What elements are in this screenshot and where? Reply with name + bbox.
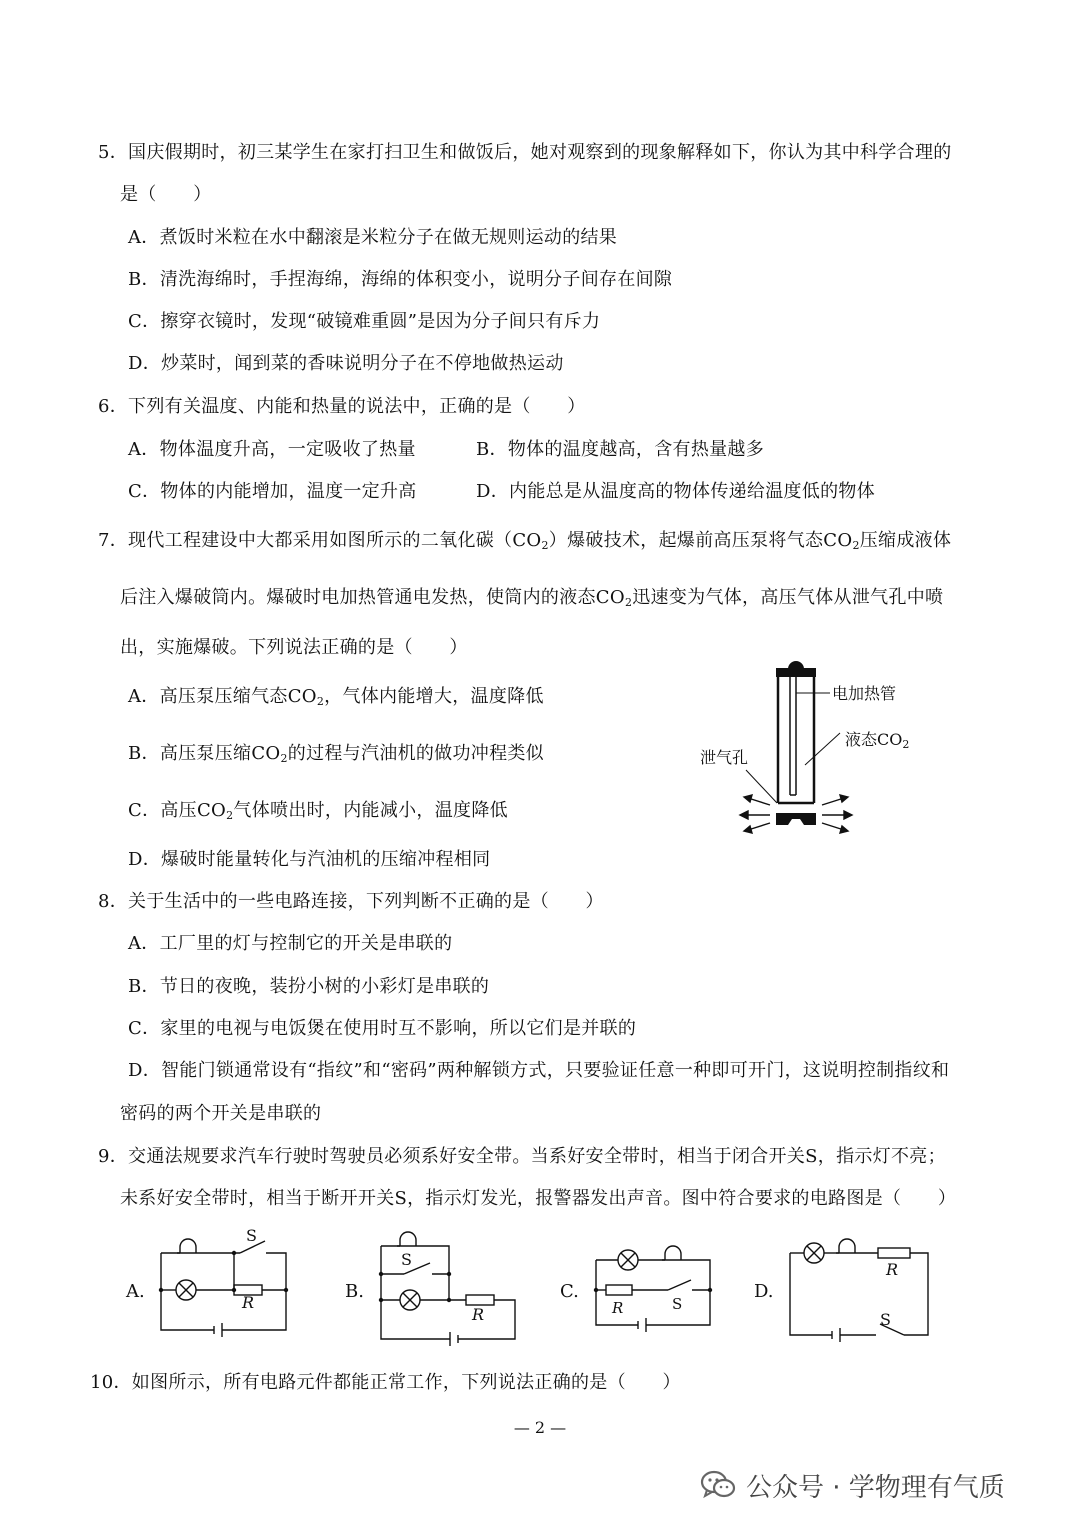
circuit-c-resistor-label: R — [612, 1299, 624, 1317]
subscript: 2 — [541, 539, 549, 552]
q7-option-b — [128, 742, 544, 771]
tube-bottom-plug — [776, 813, 816, 825]
q10-stem: 10．如图所示，所有电路元件都能正常工作，下列说法正确的是（ ） — [90, 1372, 681, 1393]
q6-stem: 6．下列有关温度、内能和热量的说法中，正确的是（ ） — [98, 396, 586, 417]
circuit-c — [588, 1240, 718, 1340]
subscript: 2 — [316, 695, 325, 708]
q7-option-c — [128, 799, 508, 828]
q6-option-c: C．物体的内能增加，温度一定升高 — [128, 481, 417, 502]
q7-b-part2: 的过程与汽油机的做功冲程类似 — [287, 743, 544, 764]
subscript: 2 — [226, 809, 234, 822]
label-heater-tube: 电加热管 — [832, 684, 897, 703]
q8-option-a: A．工厂里的灯与控制它的开关是串联的 — [128, 933, 453, 954]
subscript: 2 — [280, 752, 288, 765]
q9-stem-line1: 9．交通法规要求汽车行驶时驾驶员必须系好安全带。当系好安全带时，相当于闭合开关S，指示灯不亮； — [98, 1146, 946, 1167]
circuit-d-switch-label: S — [880, 1310, 891, 1329]
q7-stem-line2 — [120, 586, 943, 615]
circuit-c-switch-label: S — [672, 1295, 683, 1313]
label-liquid-text: 液态CO — [845, 730, 903, 749]
q8-option-c: C．家里的电视与电饭煲在使用时互不影响，所以它们是并联的 — [128, 1018, 637, 1039]
q5-option-b: B．清洗海绵时，手捏海绵，海绵的体积变小，说明分子间存在间隙 — [128, 269, 673, 290]
q8-option-d-line2: 密码的两个开关是串联的 — [120, 1103, 322, 1124]
q9-stem-line2: 未系好安全带时，相当于断开开关S，指示灯发光，报警器发出声音。图中符合要求的电路图是（ ） — [120, 1188, 957, 1209]
circuit-c-label: C. — [560, 1281, 579, 1302]
q6-option-b: B．物体的温度越高，含有热量越多 — [476, 439, 765, 460]
q7-a-part2: ，气体内能增大，温度降低 — [324, 686, 544, 707]
q7-stem-1a: 7．现代工程建设中大都采用如图所示的二氧化碳（CO — [98, 530, 542, 551]
q5-stem-line1: 5．国庆假期时，初三某学生在家打扫卫生和做饭后，她对观察到的现象解释如下，你认为其中科学合理的 — [98, 142, 952, 163]
q7-b-part1: B．高压泵压缩CO — [128, 743, 281, 764]
circuit-d — [782, 1235, 937, 1345]
subscript: 2 — [624, 596, 633, 609]
circuit-b-switch-label: S — [401, 1250, 412, 1269]
q5-option-a: A．煮饭时米粒在水中翻滚是米粒分子在做无规则运动的结果 — [128, 227, 618, 248]
buzzer-symbol — [180, 1239, 196, 1253]
q7-c-part2: 气体喷出时，内能减小，温度降低 — [233, 800, 508, 821]
circuit-d-label: D. — [754, 1281, 774, 1302]
buzzer-symbol — [839, 1239, 855, 1253]
q8-stem: 8．关于生活中的一些电路连接，下列判断不正确的是（ ） — [98, 891, 604, 912]
circuit-a-label: A. — [126, 1281, 145, 1302]
q5-stem-line2: 是（ ） — [120, 184, 212, 205]
q5-option-c: C．擦穿衣镜时，发现“破镜难重圆”是因为分子间只有斥力 — [128, 311, 601, 332]
q7-stem-1c: 压缩成液体 — [859, 530, 952, 551]
circuit-b — [370, 1222, 525, 1347]
circuit-b-resistor-label: R — [472, 1305, 485, 1324]
subscript: 2 — [902, 738, 910, 751]
wechat-icon — [700, 1469, 736, 1501]
q7-stem-line3: 出，实施爆破。下列说法正确的是（ ） — [120, 637, 468, 658]
q6-option-d: D．内能总是从温度高的物体传递给温度低的物体 — [476, 481, 876, 502]
q7-option-d: D．爆破时能量转化与汽油机的压缩冲程相同 — [128, 849, 491, 870]
q8-option-d-line1: D．智能门锁通常设有“指纹”和“密码”两种解锁方式，只要验证任意一种即可开门，这说明控制指纹和 — [128, 1060, 950, 1081]
q7-stem-2b: 迅速变为气体，高压气体从泄气孔中喷 — [632, 587, 944, 608]
buzzer-symbol — [400, 1232, 416, 1246]
liquid-leader-line — [805, 733, 840, 765]
label-vent-hole: 泄气孔 — [700, 748, 749, 767]
subscript: 2 — [852, 539, 860, 552]
circuit-b-label: B. — [345, 1281, 364, 1302]
q8-option-b: B．节日的夜晚，装扮小树的小彩灯是串联的 — [128, 976, 490, 997]
page-number: — 2 — — [513, 1418, 567, 1437]
tube-top-knob — [788, 661, 804, 669]
gas-arrows-left — [740, 795, 770, 833]
circuit-a-switch-label: S — [246, 1226, 257, 1245]
watermark-text: 公众号 · 学物理有气质 — [746, 1472, 1005, 1503]
watermark — [700, 1465, 1005, 1505]
gas-arrows-right — [822, 795, 852, 833]
q6-option-a: A．物体温度升高，一定吸收了热量 — [128, 439, 416, 460]
circuit-d-resistor-label: R — [886, 1260, 899, 1279]
q5-option-d: D．炒菜时，闻到菜的香味说明分子在不停地做热运动 — [128, 353, 564, 374]
q7-a-part1: A．高压泵压缩气态CO — [128, 686, 317, 707]
label-liquid-co2 — [845, 730, 909, 755]
circuit-a-resistor-label: R — [242, 1293, 255, 1312]
q7-stem-1b: ）爆破技术，起爆前高压泵将气态CO — [548, 530, 853, 551]
q7-c-part1: C．高压CO — [128, 800, 227, 821]
q7-stem-2a: 后注入爆破筒内。爆破时电加热管通电发热，使筒内的液态CO — [120, 587, 625, 608]
buzzer-symbol — [665, 1246, 681, 1260]
q7-stem-line1 — [98, 529, 951, 558]
tube-top-cap — [776, 668, 816, 677]
circuit-a — [150, 1235, 295, 1345]
q7-option-a — [128, 685, 544, 714]
